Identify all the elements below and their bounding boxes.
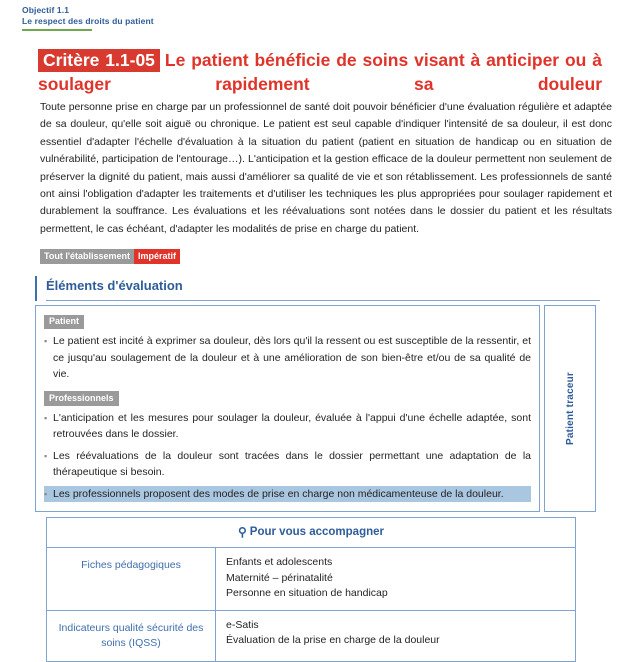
evaluation-heading: Éléments d'évaluation	[46, 278, 183, 293]
bullet-marker-icon: ▪	[44, 488, 48, 499]
row-label-fiches-pedagogiques: Fiches pédagogiques	[47, 548, 216, 611]
accompagner-title-cell	[47, 518, 576, 548]
evaluation-group-label: Professionnels	[44, 391, 119, 406]
evaluation-section	[35, 276, 600, 512]
evaluation-bullet-selected	[44, 486, 531, 503]
requirement-badge: Impératif	[134, 249, 180, 264]
evaluation-bullet-text: Les réévaluations de la douleur sont tracées dans le dossier permettant une adaptation de la thérapeutique si besoin.	[53, 449, 531, 478]
evaluation-bullet-text: L'anticipation et les mesures pour soulager la douleur, évaluée à l'appui d'une échelle adaptée, sont retrouvées dans le dossier.	[53, 411, 531, 440]
search-icon: ⚲	[237, 525, 247, 539]
evaluation-bullet-text: Le patient est incité à exprimer sa douleur, dès lors qu'il la ressent ou est susceptible de la ressentir, et ce jusqu'au soulagement de la douleur et à une amélioration de son bien-être et/ou de sa qualité de vie.	[53, 335, 531, 380]
objectif-title: Le respect des droits du patient	[22, 16, 154, 26]
document-header	[22, 5, 322, 31]
criterion-intro-paragraph: Toute personne prise en charge par un professionnel de santé doit pouvoir bénéficier d'une évaluation régulière et adaptée de sa douleur, qu'elle soit aiguë ou chronique. Le patient est seul capable d'indiquer l'intensité de sa douleur, il est donc essentiel d'adapter l'échelle d'évaluation à la situation du patient (patient en situation de handicap ou en situation de vulnérabilité, participation de l'entourage…). L'anticipation et la gestion efficace de la douleur permettent non seulement de préserver la dignité du patient, mais aussi d'améliorer sa qualité de vie et son rétablissement. Les professionnels de santé ont ainsi l'obligation d'adapter les traitements et d'utiliser les techniques les plus appropriées pour soulager rapidement et durablement la souffrance. Les évaluations et les réévaluations sont notées dans le dossier du patient et les résultats permettent, le cas échéant, d'adapter les modalités de prise en charge du patient.	[40, 101, 612, 235]
list-item: Évaluation de la prise en charge de la douleur	[226, 634, 440, 646]
evaluation-heading-wrap	[35, 276, 600, 301]
list-item: Personne en situation de handicap	[226, 587, 388, 599]
patient-traceur-label: Patient traceur	[564, 371, 576, 446]
objectif-number: Objectif 1.1	[22, 5, 70, 15]
list-item: e-Satis	[226, 618, 259, 631]
evaluation-bullet	[44, 333, 531, 383]
evaluation-group-patient	[44, 311, 531, 383]
table-row	[47, 610, 576, 661]
accompagner-title: Pour vous accompagner	[249, 526, 384, 538]
list-item: Maternité – périnatalité	[226, 571, 333, 584]
table-row	[47, 548, 576, 611]
bullet-marker-icon: ▪	[44, 336, 48, 346]
row-values-fiches-pedagogiques	[216, 548, 576, 611]
evaluation-bullet-text: Les professionnels proposent des modes de prise en charge non médicamenteuse de la douleur.	[53, 487, 504, 500]
evaluation-bullet	[44, 410, 531, 443]
header-green-rule	[22, 29, 92, 31]
scope-badge: Tout l'établissement	[40, 249, 134, 264]
evaluation-group-professionnels	[44, 388, 531, 503]
evaluation-heading-rule	[46, 300, 600, 301]
criterion-badge: Critère 1.1-05	[38, 49, 160, 72]
patient-traceur-column	[544, 305, 596, 512]
evaluation-bullet	[44, 448, 531, 481]
table-header-row	[47, 518, 576, 548]
list-item: Enfants et adolescents	[226, 556, 333, 568]
row-label-iqss: Indicateurs qualité sécurité des soins (IQSS)	[47, 610, 216, 661]
evaluation-group-label: Patient	[44, 315, 84, 330]
bullet-marker-icon: ▪	[44, 450, 48, 461]
evaluation-body	[35, 305, 600, 512]
bullet-marker-icon: ▪	[44, 412, 48, 423]
evaluation-content	[35, 305, 540, 512]
criterion-title-text: Le patient bénéficie de soins visant à anticiper ou à soulager rapidement sa douleur	[38, 50, 602, 94]
row-values-iqss	[216, 610, 576, 661]
accompagner-table	[46, 517, 576, 662]
badge-row	[40, 249, 180, 264]
